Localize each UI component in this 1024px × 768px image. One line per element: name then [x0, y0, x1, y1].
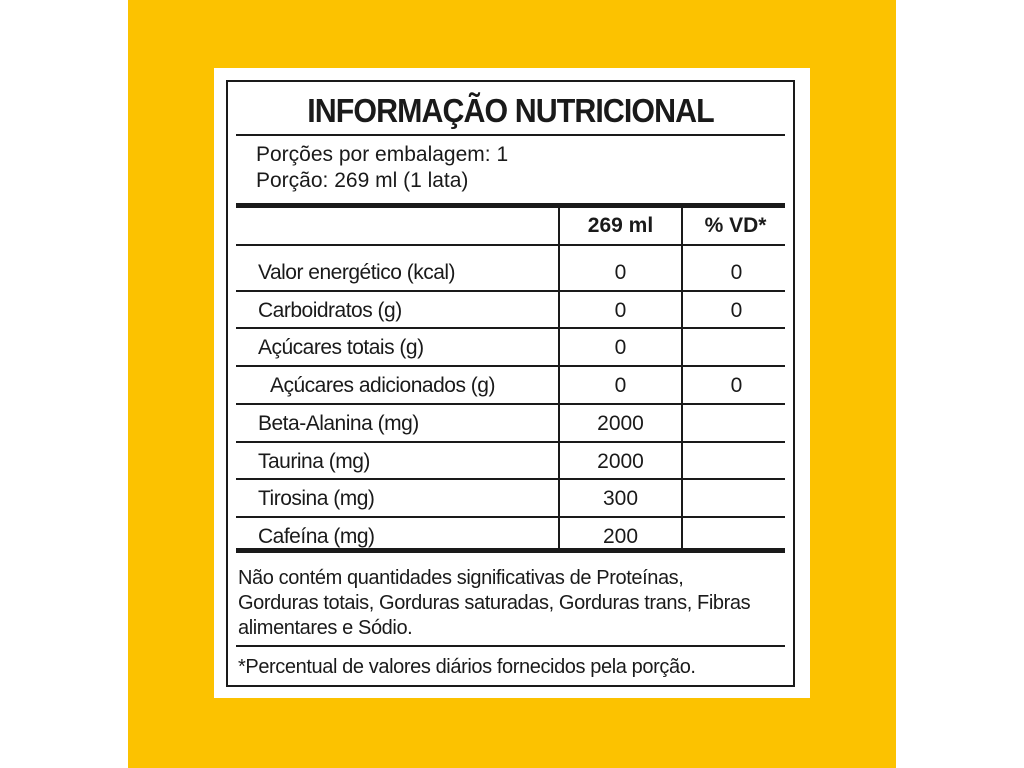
nutrient-vd: 0	[730, 374, 743, 398]
nutrient-amount: 0	[614, 336, 627, 360]
nutrient-row	[236, 405, 785, 442]
column-header-vd: % VD*	[704, 214, 767, 237]
nutrient-amount: 2000	[597, 411, 644, 435]
nutrient-amount: 200	[602, 524, 639, 548]
nutrient-name: Taurina (mg)	[258, 449, 370, 473]
nutrient-name: Valor energético (kcal)	[258, 261, 456, 284]
nutrient-amount: 0	[614, 298, 627, 322]
divider-footnote	[236, 645, 785, 647]
nutrient-vd: 0	[730, 298, 743, 322]
nutrient-name: Carboidratos (g)	[258, 298, 402, 322]
portions-per-package: Porções por embalagem: 1	[256, 143, 509, 166]
nutrient-row	[236, 480, 785, 517]
nutrient-vd: 0	[730, 261, 743, 284]
footnote-line: alimentares e Sódio.	[238, 617, 413, 639]
nutrient-vd	[684, 443, 789, 480]
portion-size: Porção: 269 ml (1 lata)	[256, 169, 469, 192]
nutrient-row	[236, 367, 785, 404]
nutrient-vd	[684, 480, 789, 517]
nutrient-name: Açúcares adicionados (g)	[270, 374, 495, 398]
nutrient-amount: 300	[602, 487, 639, 511]
column-header-amount: 269 ml	[587, 214, 654, 237]
nutrient-name: Cafeína (mg)	[258, 524, 375, 548]
divider-title	[236, 134, 785, 136]
footnote-line: Não contém quantidades significativas de Proteínas,	[238, 567, 684, 589]
nutrition-label	[226, 80, 795, 687]
divider-header	[236, 244, 785, 246]
nutrient-amount: 0	[614, 374, 627, 398]
nutrient-name: Açúcares totais (g)	[258, 336, 424, 360]
nutrient-vd	[684, 405, 789, 442]
nutrient-amount: 2000	[597, 449, 644, 473]
nutrient-name: Tirosina (mg)	[258, 487, 375, 511]
nutrient-name: Beta-Alanina (mg)	[258, 411, 419, 435]
nutrient-row	[236, 329, 785, 366]
nutrient-amount: 0	[614, 261, 627, 284]
divider-thick-bottom	[236, 548, 785, 553]
footnote-vd: *Percentual de valores diários fornecidos pela porção.	[238, 656, 696, 678]
nutrient-row	[236, 443, 785, 480]
footnote-line: Gorduras totais, Gorduras saturadas, Gorduras trans, Fibras	[238, 592, 751, 614]
label-title: INFORMAÇÃO NUTRICIONAL	[307, 92, 714, 129]
nutrient-row	[236, 254, 785, 291]
nutrient-vd	[684, 329, 789, 366]
nutrient-row	[236, 292, 785, 329]
footnote-not-significant	[238, 566, 785, 641]
